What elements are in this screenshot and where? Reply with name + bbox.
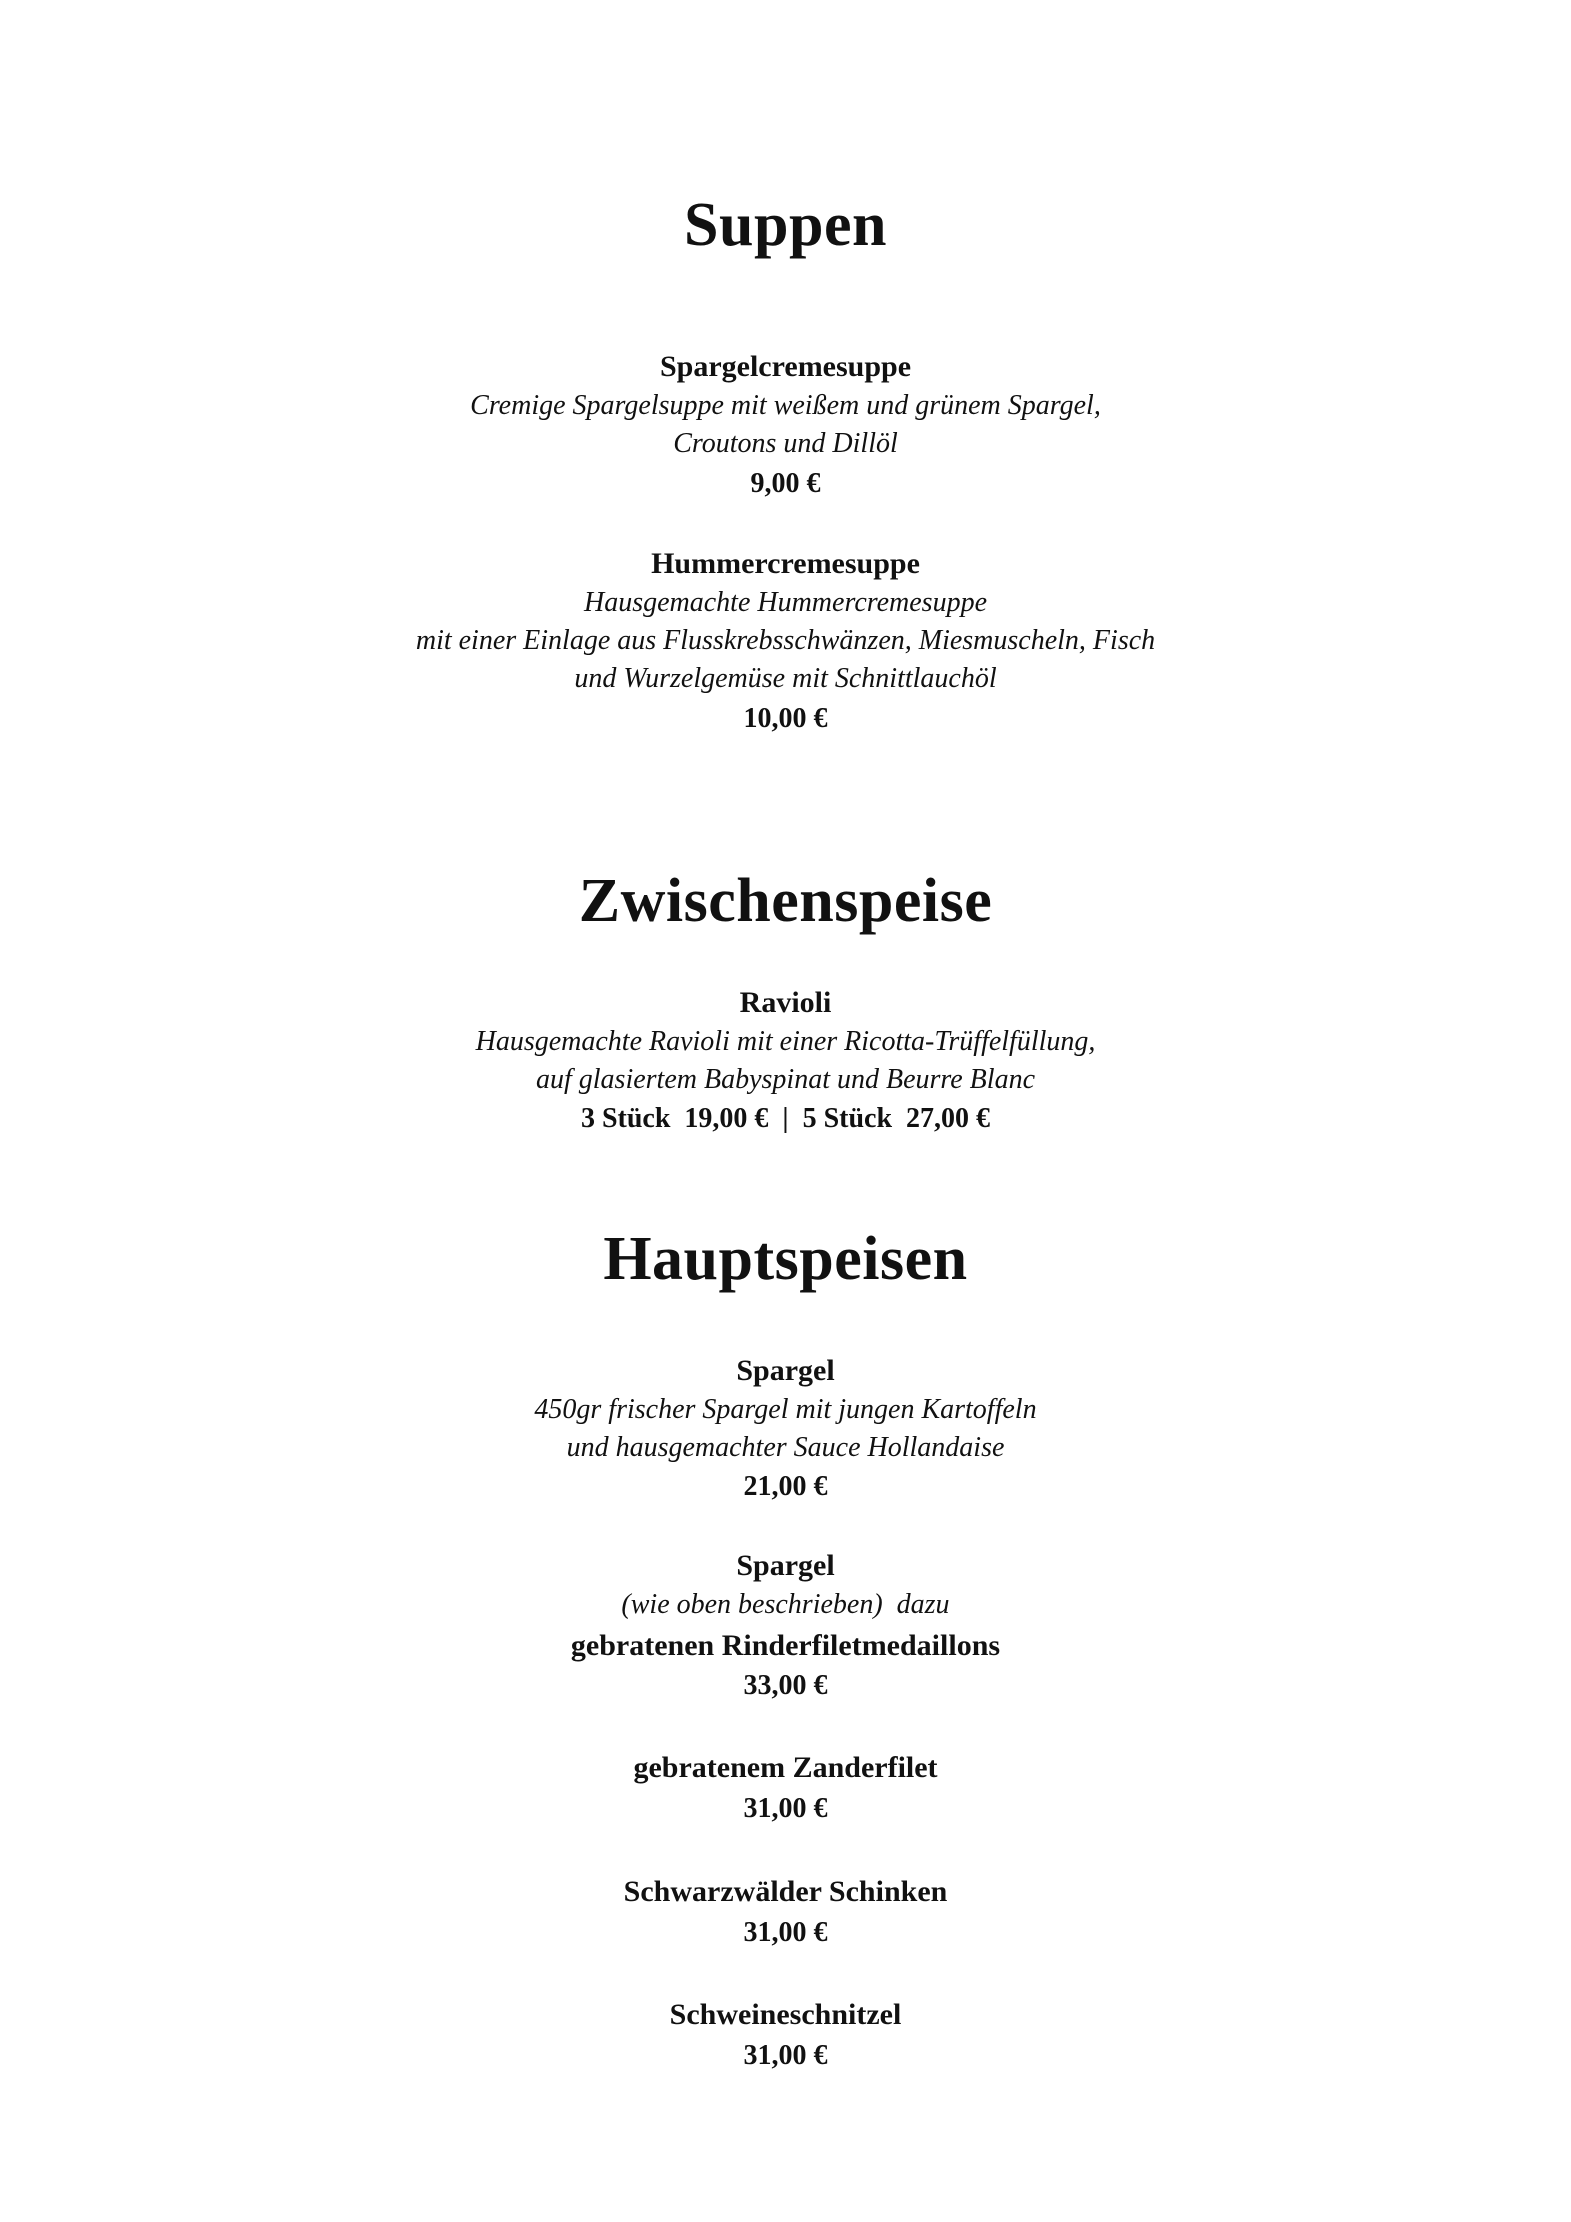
dish-description-line: 450gr frischer Spargel mit jungen Kartoffeln — [534, 1394, 1037, 1425]
dish-subtitle: gebratenen Rinderfiletmedaillons — [570, 1629, 1001, 1662]
dish-price: 9,00 € — [750, 468, 821, 499]
dish-name: Ravioli — [739, 986, 832, 1019]
dish-description-line: Croutons und Dillöl — [673, 428, 898, 459]
dish-name: Schwarzwälder Schinken — [623, 1875, 948, 1908]
dish-description-line: und Wurzelgemüse mit Schnittlauchöl — [574, 663, 997, 694]
dish-description-line: mit einer Einlage aus Flusskrebsschwänzen, Miesmuscheln, Fisch — [415, 625, 1156, 656]
dish-description-line: Cremige Spargelsuppe mit weißem und grünem Spargel, — [470, 390, 1101, 421]
dish-price: 33,00 € — [743, 1670, 828, 1701]
dish-price: 31,00 € — [743, 2040, 828, 2071]
dish-name: Schweineschnitzel — [669, 1998, 902, 2031]
dish-name: Spargel — [736, 1549, 835, 1582]
dish-price: 31,00 € — [743, 1917, 828, 1948]
dish-description-line: Hausgemachte Ravioli mit einer Ricotta-Trüffelfüllung, — [475, 1026, 1096, 1057]
dish-name: Hummercremesuppe — [651, 547, 920, 580]
dish-price: 3 Stück 19,00 € | 5 Stück 27,00 € — [580, 1103, 991, 1134]
dish-name: gebratenem Zanderfilet — [633, 1751, 938, 1784]
dish-price: 21,00 € — [743, 1471, 828, 1502]
dish-name: Spargelcremesuppe — [659, 350, 912, 383]
dish-description-line: (wie oben beschrieben) dazu — [621, 1589, 950, 1620]
section-title-hauptspeisen: Hauptspeisen — [603, 1225, 968, 1293]
section-title-zwischenspeise: Zwischenspeise — [578, 867, 993, 935]
section-title-suppen: Suppen — [684, 191, 887, 259]
dish-name: Spargel — [736, 1354, 835, 1387]
dish-price: 10,00 € — [743, 703, 828, 734]
dish-price: 31,00 € — [743, 1793, 828, 1824]
dish-description-line: auf glasiertem Babyspinat und Beurre Blanc — [536, 1064, 1035, 1095]
dish-description-line: und hausgemachter Sauce Hollandaise — [566, 1432, 1005, 1463]
dish-description-line: Hausgemachte Hummercremesuppe — [583, 587, 988, 618]
